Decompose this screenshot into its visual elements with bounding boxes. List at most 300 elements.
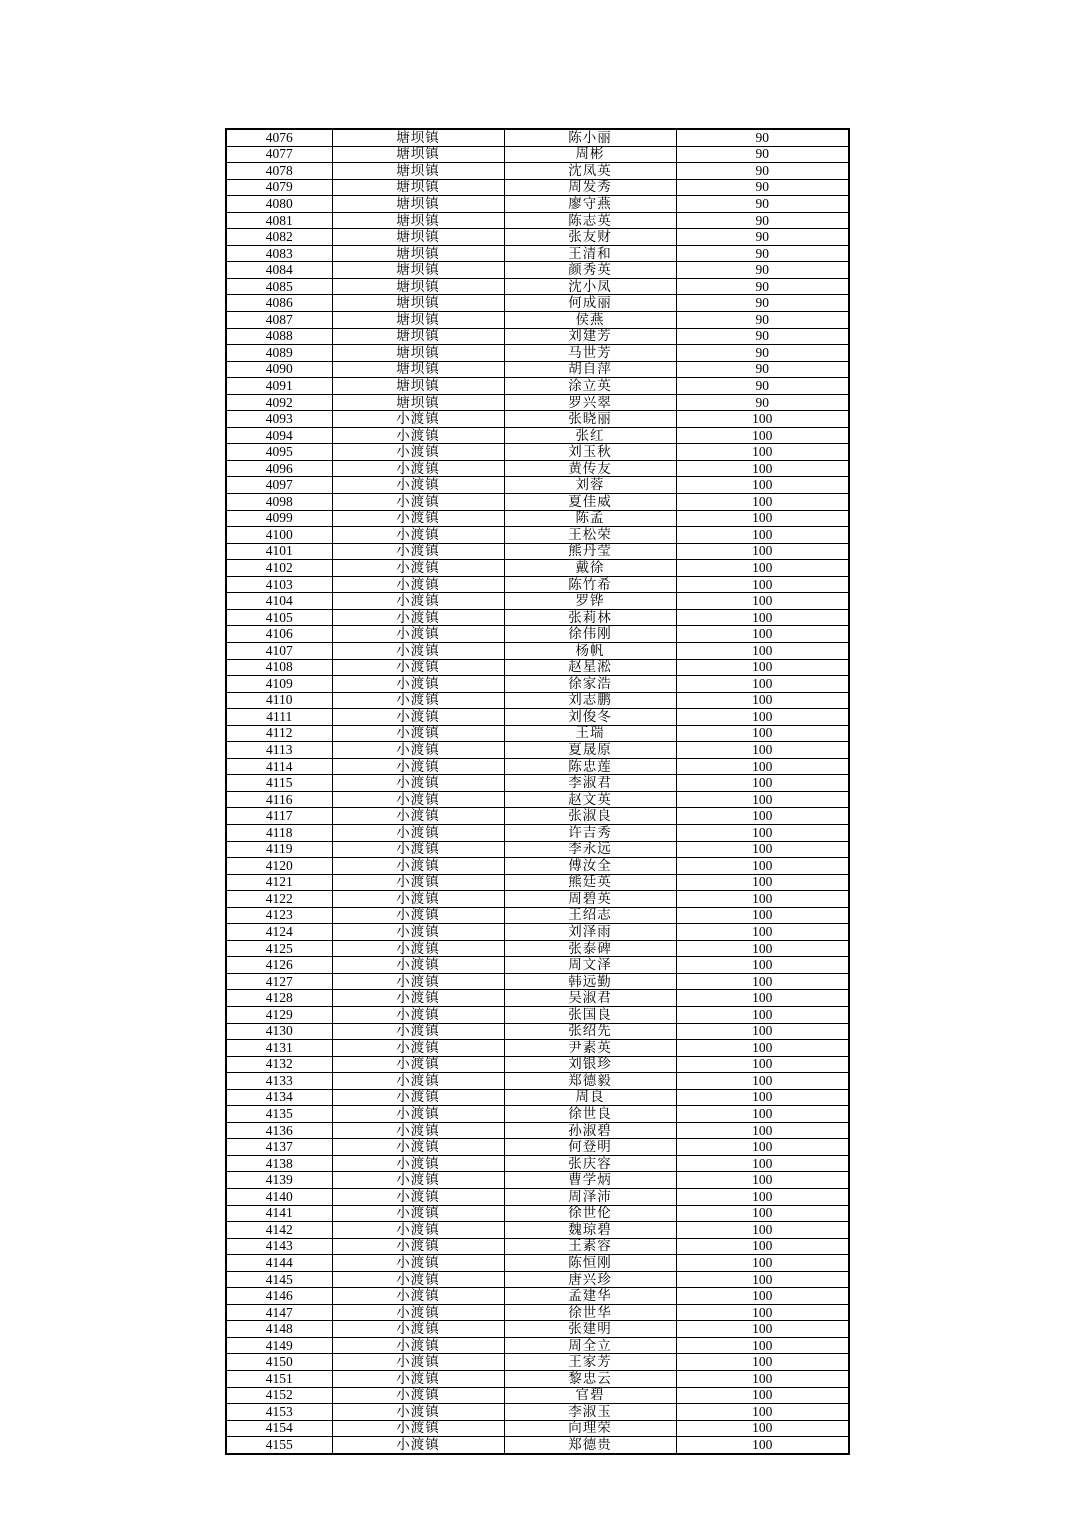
town-cell: 小渡镇: [332, 742, 504, 759]
table-row: [226, 642, 849, 659]
row-number-cell: 4082: [226, 229, 332, 246]
town-cell: 小渡镇: [332, 1354, 504, 1371]
town-cell: 小渡镇: [332, 692, 504, 709]
table-row: [226, 990, 849, 1007]
amount-cell: 100: [676, 510, 849, 527]
table-row: [226, 1238, 849, 1255]
amount-cell: 100: [676, 1371, 849, 1388]
amount-cell: 100: [676, 1337, 849, 1354]
row-number-cell: 4114: [226, 758, 332, 775]
row-number-cell: 4143: [226, 1238, 332, 1255]
name-cell: 王清和: [504, 245, 676, 262]
amount-cell: 100: [676, 1288, 849, 1305]
name-cell: 张红: [504, 427, 676, 444]
town-cell: 小渡镇: [332, 775, 504, 792]
name-cell: 沈小凤: [504, 278, 676, 295]
town-cell: 小渡镇: [332, 1437, 504, 1454]
town-cell: 小渡镇: [332, 494, 504, 511]
amount-cell: 100: [676, 841, 849, 858]
table-row: [226, 444, 849, 461]
town-cell: 小渡镇: [332, 1155, 504, 1172]
town-cell: 塘坝镇: [332, 345, 504, 362]
row-number-cell: 4136: [226, 1122, 332, 1139]
amount-cell: 100: [676, 1238, 849, 1255]
amount-cell: 100: [676, 1271, 849, 1288]
amount-cell: 100: [676, 1404, 849, 1421]
amount-cell: 100: [676, 1155, 849, 1172]
town-cell: 小渡镇: [332, 1288, 504, 1305]
row-number-cell: 4148: [226, 1321, 332, 1338]
town-cell: 小渡镇: [332, 874, 504, 891]
amount-cell: 100: [676, 659, 849, 676]
amount-cell: 100: [676, 411, 849, 428]
row-number-cell: 4125: [226, 940, 332, 957]
row-number-cell: 4090: [226, 361, 332, 378]
row-number-cell: 4155: [226, 1437, 332, 1454]
table-row: [226, 907, 849, 924]
name-cell: 马世芳: [504, 345, 676, 362]
table-row: [226, 742, 849, 759]
table-row: [226, 1040, 849, 1057]
table-row: [226, 196, 849, 213]
table-row: [226, 1288, 849, 1305]
town-cell: 小渡镇: [332, 808, 504, 825]
town-cell: 小渡镇: [332, 659, 504, 676]
town-cell: 小渡镇: [332, 841, 504, 858]
table-row: [226, 1371, 849, 1388]
table-row: [226, 609, 849, 626]
name-cell: 周发秀: [504, 179, 676, 196]
amount-cell: 100: [676, 1040, 849, 1057]
amount-cell: 90: [676, 345, 849, 362]
name-cell: 尹素英: [504, 1040, 676, 1057]
town-cell: 小渡镇: [332, 576, 504, 593]
town-cell: 塘坝镇: [332, 129, 504, 146]
town-cell: 小渡镇: [332, 1255, 504, 1272]
name-cell: 周泽沛: [504, 1189, 676, 1206]
name-cell: 沈凤英: [504, 163, 676, 180]
name-cell: 张国良: [504, 1006, 676, 1023]
name-cell: 刘志鹏: [504, 692, 676, 709]
name-cell: 陈竹希: [504, 576, 676, 593]
row-number-cell: 4105: [226, 609, 332, 626]
row-number-cell: 4118: [226, 824, 332, 841]
town-cell: 塘坝镇: [332, 196, 504, 213]
name-cell: 张莉林: [504, 609, 676, 626]
row-number-cell: 4119: [226, 841, 332, 858]
table-row: [226, 510, 849, 527]
name-cell: 徐伟刚: [504, 626, 676, 643]
row-number-cell: 4146: [226, 1288, 332, 1305]
name-cell: 陈志英: [504, 212, 676, 229]
name-cell: 张友财: [504, 229, 676, 246]
name-cell: 王绍志: [504, 907, 676, 924]
table-row: [226, 775, 849, 792]
name-cell: 官碧: [504, 1387, 676, 1404]
table-row: [226, 692, 849, 709]
table-row: [226, 1089, 849, 1106]
row-number-cell: 4104: [226, 593, 332, 610]
town-cell: 小渡镇: [332, 1023, 504, 1040]
name-cell: 夏晟原: [504, 742, 676, 759]
name-cell: 曹学炳: [504, 1172, 676, 1189]
row-number-cell: 4099: [226, 510, 332, 527]
name-cell: 赵文英: [504, 791, 676, 808]
table-row: [226, 229, 849, 246]
row-number-cell: 4134: [226, 1089, 332, 1106]
amount-cell: 90: [676, 361, 849, 378]
name-cell: 周碧英: [504, 891, 676, 908]
table-row: [226, 659, 849, 676]
amount-cell: 100: [676, 1023, 849, 1040]
town-cell: 小渡镇: [332, 676, 504, 693]
amount-cell: 90: [676, 229, 849, 246]
row-number-cell: 4128: [226, 990, 332, 1007]
name-cell: 许吉秀: [504, 824, 676, 841]
amount-cell: 100: [676, 1354, 849, 1371]
town-cell: 小渡镇: [332, 593, 504, 610]
name-cell: 张建明: [504, 1321, 676, 1338]
amount-cell: 100: [676, 560, 849, 577]
name-cell: 廖守燕: [504, 196, 676, 213]
amount-cell: 100: [676, 576, 849, 593]
table-row: [226, 146, 849, 163]
amount-cell: 90: [676, 212, 849, 229]
town-cell: 塘坝镇: [332, 361, 504, 378]
name-cell: 杨帆: [504, 642, 676, 659]
amount-cell: 100: [676, 543, 849, 560]
table-row: [226, 129, 849, 146]
town-cell: 塘坝镇: [332, 262, 504, 279]
table-row: [226, 411, 849, 428]
row-number-cell: 4089: [226, 345, 332, 362]
table-row: [226, 460, 849, 477]
name-cell: 向理荣: [504, 1420, 676, 1437]
row-number-cell: 4122: [226, 891, 332, 908]
table-row: [226, 1205, 849, 1222]
town-cell: 小渡镇: [332, 1006, 504, 1023]
row-number-cell: 4142: [226, 1222, 332, 1239]
town-cell: 小渡镇: [332, 444, 504, 461]
table-row: [226, 1023, 849, 1040]
table-row: [226, 725, 849, 742]
name-cell: 李永远: [504, 841, 676, 858]
table-row: [226, 940, 849, 957]
row-number-cell: 4137: [226, 1139, 332, 1156]
name-cell: 王素容: [504, 1238, 676, 1255]
table-row: [226, 1387, 849, 1404]
town-cell: 小渡镇: [332, 907, 504, 924]
table-row: [226, 1255, 849, 1272]
row-number-cell: 4097: [226, 477, 332, 494]
row-number-cell: 4076: [226, 129, 332, 146]
table-row: [226, 1304, 849, 1321]
town-cell: 小渡镇: [332, 527, 504, 544]
row-number-cell: 4079: [226, 179, 332, 196]
roster-table: [225, 128, 850, 1455]
table-body: [226, 129, 849, 1454]
town-cell: 塘坝镇: [332, 146, 504, 163]
town-cell: 小渡镇: [332, 1122, 504, 1139]
amount-cell: 100: [676, 874, 849, 891]
amount-cell: 90: [676, 245, 849, 262]
town-cell: 塘坝镇: [332, 312, 504, 329]
table-row: [226, 278, 849, 295]
table-row: [226, 1155, 849, 1172]
table-row: [226, 1271, 849, 1288]
name-cell: 李淑君: [504, 775, 676, 792]
table-row: [226, 295, 849, 312]
town-cell: 小渡镇: [332, 1222, 504, 1239]
town-cell: 小渡镇: [332, 1304, 504, 1321]
row-number-cell: 4106: [226, 626, 332, 643]
name-cell: 张晓丽: [504, 411, 676, 428]
table-row: [226, 1073, 849, 1090]
name-cell: 黄传友: [504, 460, 676, 477]
town-cell: 塘坝镇: [332, 179, 504, 196]
table-row: [226, 891, 849, 908]
amount-cell: 100: [676, 808, 849, 825]
row-number-cell: 4120: [226, 858, 332, 875]
table-row: [226, 709, 849, 726]
table-row: [226, 858, 849, 875]
name-cell: 周彬: [504, 146, 676, 163]
table-row: [226, 824, 849, 841]
row-number-cell: 4129: [226, 1006, 332, 1023]
table-row: [226, 560, 849, 577]
amount-cell: 100: [676, 494, 849, 511]
town-cell: 小渡镇: [332, 1040, 504, 1057]
town-cell: 小渡镇: [332, 510, 504, 527]
town-cell: 塘坝镇: [332, 328, 504, 345]
row-number-cell: 4094: [226, 427, 332, 444]
amount-cell: 90: [676, 163, 849, 180]
row-number-cell: 4091: [226, 378, 332, 395]
amount-cell: 100: [676, 907, 849, 924]
table-row: [226, 477, 849, 494]
name-cell: 陈孟: [504, 510, 676, 527]
name-cell: 胡自萍: [504, 361, 676, 378]
amount-cell: 100: [676, 940, 849, 957]
row-number-cell: 4138: [226, 1155, 332, 1172]
amount-cell: 100: [676, 1172, 849, 1189]
table-row: [226, 1122, 849, 1139]
row-number-cell: 4077: [226, 146, 332, 163]
town-cell: 小渡镇: [332, 1205, 504, 1222]
name-cell: 徐家浩: [504, 676, 676, 693]
amount-cell: 100: [676, 1139, 849, 1156]
row-number-cell: 4108: [226, 659, 332, 676]
table-row: [226, 543, 849, 560]
row-number-cell: 4152: [226, 1387, 332, 1404]
name-cell: 王松荣: [504, 527, 676, 544]
town-cell: 小渡镇: [332, 560, 504, 577]
amount-cell: 100: [676, 973, 849, 990]
name-cell: 李淑玉: [504, 1404, 676, 1421]
table-row: [226, 245, 849, 262]
name-cell: 黎忠云: [504, 1371, 676, 1388]
name-cell: 熊廷英: [504, 874, 676, 891]
row-number-cell: 4112: [226, 725, 332, 742]
town-cell: 小渡镇: [332, 609, 504, 626]
amount-cell: 90: [676, 295, 849, 312]
amount-cell: 100: [676, 1420, 849, 1437]
amount-cell: 100: [676, 1437, 849, 1454]
row-number-cell: 4093: [226, 411, 332, 428]
table-row: [226, 1420, 849, 1437]
town-cell: 塘坝镇: [332, 212, 504, 229]
amount-cell: 100: [676, 709, 849, 726]
amount-cell: 100: [676, 924, 849, 941]
row-number-cell: 4109: [226, 676, 332, 693]
amount-cell: 100: [676, 1387, 849, 1404]
amount-cell: 100: [676, 824, 849, 841]
table-row: [226, 1172, 849, 1189]
amount-cell: 100: [676, 676, 849, 693]
name-cell: 张泰碑: [504, 940, 676, 957]
amount-cell: 100: [676, 692, 849, 709]
table-row: [226, 957, 849, 974]
table-row: [226, 1337, 849, 1354]
name-cell: 刘建芳: [504, 328, 676, 345]
town-cell: 小渡镇: [332, 1271, 504, 1288]
name-cell: 刘俊冬: [504, 709, 676, 726]
name-cell: 周全立: [504, 1337, 676, 1354]
town-cell: 小渡镇: [332, 460, 504, 477]
town-cell: 小渡镇: [332, 891, 504, 908]
amount-cell: 100: [676, 527, 849, 544]
amount-cell: 100: [676, 444, 849, 461]
table-row: [226, 1404, 849, 1421]
row-number-cell: 4153: [226, 1404, 332, 1421]
town-cell: 小渡镇: [332, 725, 504, 742]
name-cell: 周良: [504, 1089, 676, 1106]
table-row: [226, 758, 849, 775]
town-cell: 塘坝镇: [332, 378, 504, 395]
table-row: [226, 163, 849, 180]
name-cell: 陈小丽: [504, 129, 676, 146]
amount-cell: 90: [676, 328, 849, 345]
row-number-cell: 4098: [226, 494, 332, 511]
row-number-cell: 4081: [226, 212, 332, 229]
amount-cell: 100: [676, 460, 849, 477]
name-cell: 张庆容: [504, 1155, 676, 1172]
amount-cell: 90: [676, 378, 849, 395]
table-row: [226, 312, 849, 329]
name-cell: 熊丹莹: [504, 543, 676, 560]
amount-cell: 100: [676, 1205, 849, 1222]
amount-cell: 100: [676, 1304, 849, 1321]
row-number-cell: 4101: [226, 543, 332, 560]
amount-cell: 100: [676, 957, 849, 974]
row-number-cell: 4084: [226, 262, 332, 279]
name-cell: 周文泽: [504, 957, 676, 974]
table-row: [226, 973, 849, 990]
table-row: [226, 808, 849, 825]
table-row: [226, 576, 849, 593]
name-cell: 何登明: [504, 1139, 676, 1156]
row-number-cell: 4103: [226, 576, 332, 593]
row-number-cell: 4092: [226, 394, 332, 411]
name-cell: 夏佳威: [504, 494, 676, 511]
row-number-cell: 4116: [226, 791, 332, 808]
town-cell: 小渡镇: [332, 1106, 504, 1123]
town-cell: 小渡镇: [332, 1172, 504, 1189]
town-cell: 小渡镇: [332, 940, 504, 957]
table-row: [226, 262, 849, 279]
table-row: [226, 361, 849, 378]
row-number-cell: 4124: [226, 924, 332, 941]
row-number-cell: 4150: [226, 1354, 332, 1371]
row-number-cell: 4113: [226, 742, 332, 759]
amount-cell: 100: [676, 791, 849, 808]
name-cell: 陈恒刚: [504, 1255, 676, 1272]
name-cell: 陈忠莲: [504, 758, 676, 775]
town-cell: 小渡镇: [332, 973, 504, 990]
amount-cell: 100: [676, 891, 849, 908]
table-row: [226, 179, 849, 196]
table-row: [226, 791, 849, 808]
amount-cell: 100: [676, 642, 849, 659]
table-row: [226, 378, 849, 395]
row-number-cell: 4080: [226, 196, 332, 213]
name-cell: 涂立英: [504, 378, 676, 395]
amount-cell: 100: [676, 742, 849, 759]
name-cell: 王家芳: [504, 1354, 676, 1371]
table-row: [226, 1106, 849, 1123]
town-cell: 小渡镇: [332, 1337, 504, 1354]
table-row: [226, 394, 849, 411]
table-row: [226, 494, 849, 511]
name-cell: 刘银珍: [504, 1056, 676, 1073]
row-number-cell: 4151: [226, 1371, 332, 1388]
row-number-cell: 4100: [226, 527, 332, 544]
amount-cell: 100: [676, 725, 849, 742]
table-row: [226, 1139, 849, 1156]
name-cell: 张淑良: [504, 808, 676, 825]
name-cell: 刘泽雨: [504, 924, 676, 941]
amount-cell: 100: [676, 1106, 849, 1123]
town-cell: 小渡镇: [332, 957, 504, 974]
amount-cell: 100: [676, 1222, 849, 1239]
name-cell: 徐世华: [504, 1304, 676, 1321]
table-row: [226, 874, 849, 891]
table-row: [226, 1056, 849, 1073]
name-cell: 王瑞: [504, 725, 676, 742]
town-cell: 塘坝镇: [332, 394, 504, 411]
town-cell: 小渡镇: [332, 709, 504, 726]
town-cell: 小渡镇: [332, 411, 504, 428]
amount-cell: 100: [676, 1089, 849, 1106]
town-cell: 小渡镇: [332, 642, 504, 659]
table-row: [226, 1437, 849, 1454]
table-row: [226, 593, 849, 610]
name-cell: 吴淑君: [504, 990, 676, 1007]
row-number-cell: 4110: [226, 692, 332, 709]
town-cell: 小渡镇: [332, 1139, 504, 1156]
row-number-cell: 4102: [226, 560, 332, 577]
amount-cell: 100: [676, 990, 849, 1007]
name-cell: 何成丽: [504, 295, 676, 312]
town-cell: 小渡镇: [332, 1387, 504, 1404]
table-row: [226, 527, 849, 544]
amount-cell: 90: [676, 312, 849, 329]
town-cell: 小渡镇: [332, 1404, 504, 1421]
row-number-cell: 4095: [226, 444, 332, 461]
name-cell: 颜秀英: [504, 262, 676, 279]
name-cell: 罗铧: [504, 593, 676, 610]
amount-cell: 100: [676, 775, 849, 792]
